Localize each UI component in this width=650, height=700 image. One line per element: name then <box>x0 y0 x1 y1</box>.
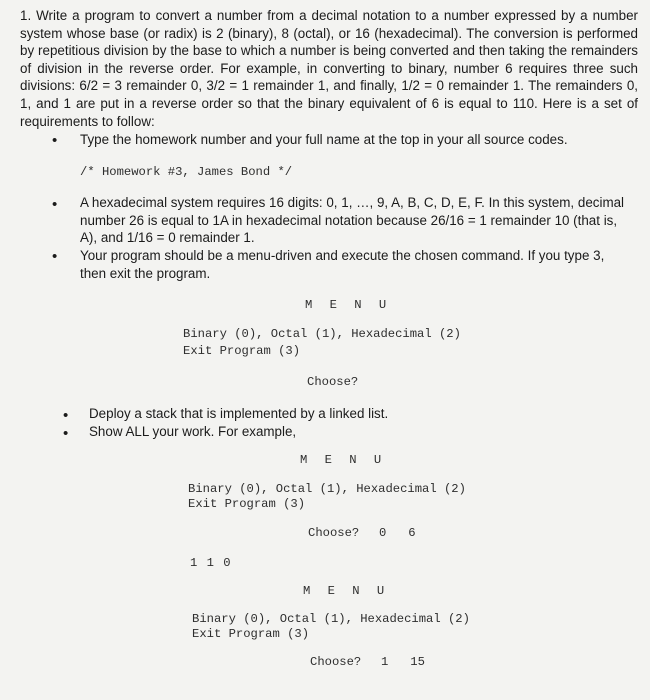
requirement-hexadecimal: A hexadecimal system requires 16 digits: 0, 1, …, 9, A, B, C, D, E, F. In this system, decimal number 26 is equal to 1A in hexadecimal notation because 26/16 = 1 remainder 10 (that is, A), and 1/16 = 0 remainder 1. <box>80 195 625 246</box>
requirement-stack: Deploy a stack that is implemented by a linked list. <box>89 406 389 421</box>
menu-exit-line: Exit Program (3) <box>183 344 301 358</box>
bullet-dot: • <box>63 425 69 442</box>
requirement-homework-header: Type the homework number and your full name at the top in your all source codes. <box>80 132 568 147</box>
bullet-dot: • <box>52 248 58 265</box>
menu-title: M E N U <box>305 298 392 312</box>
menu-options-line: Binary (0), Octal (1), Hexadecimal (2) <box>192 612 470 626</box>
problem-statement: 1. Write a program to convert a number from a decimal notation to a number expressed by a number system whose base (or radix) is 2 (binary), 8 (octal), or 16 (hexadecimal). The conversion is performed by repetitious division by the base to which a number is being converted and then taking the remainders of division in the reverse order. For example, in converting to binary, number 6 requires three such divisions: 6/2 = 3 remainder 0, 3/2 = 1 remainder 1, and finally, 1/2 = 0 remainder 1. The remainders 0, 1, and 1 are put in a reverse order so that the binary equivalent of 6 is equal to 110. Here is a set of requirements to follow: <box>20 8 638 129</box>
menu-options-line: Binary (0), Octal (1), Hexadecimal (2) <box>188 482 466 496</box>
menu-title: M E N U <box>300 453 387 467</box>
user-input: 0 6 <box>379 526 416 540</box>
homework-comment-example: /* Homework #3, James Bond */ <box>80 165 293 179</box>
bullet-dot: • <box>63 407 69 424</box>
menu-title: M E N U <box>303 584 390 598</box>
program-output: 1 1 0 <box>190 556 232 570</box>
requirement-show-work: Show ALL your work. For example, <box>89 424 297 439</box>
requirement-menu-driven: Your program should be a menu-driven and execute the chosen command. If you type 3, then exit the program. <box>80 248 605 281</box>
menu-prompt: Choose? <box>308 526 360 540</box>
menu-options-line: Binary (0), Octal (1), Hexadecimal (2) <box>183 327 461 341</box>
user-input: 1 15 <box>381 655 425 669</box>
bullet-dot: • <box>52 132 58 149</box>
menu-exit-line: Exit Program (3) <box>188 497 306 511</box>
menu-prompt: Choose? <box>307 375 359 389</box>
bullet-dot: • <box>52 196 58 213</box>
menu-prompt: Choose? <box>310 655 362 669</box>
menu-exit-line: Exit Program (3) <box>192 627 310 641</box>
